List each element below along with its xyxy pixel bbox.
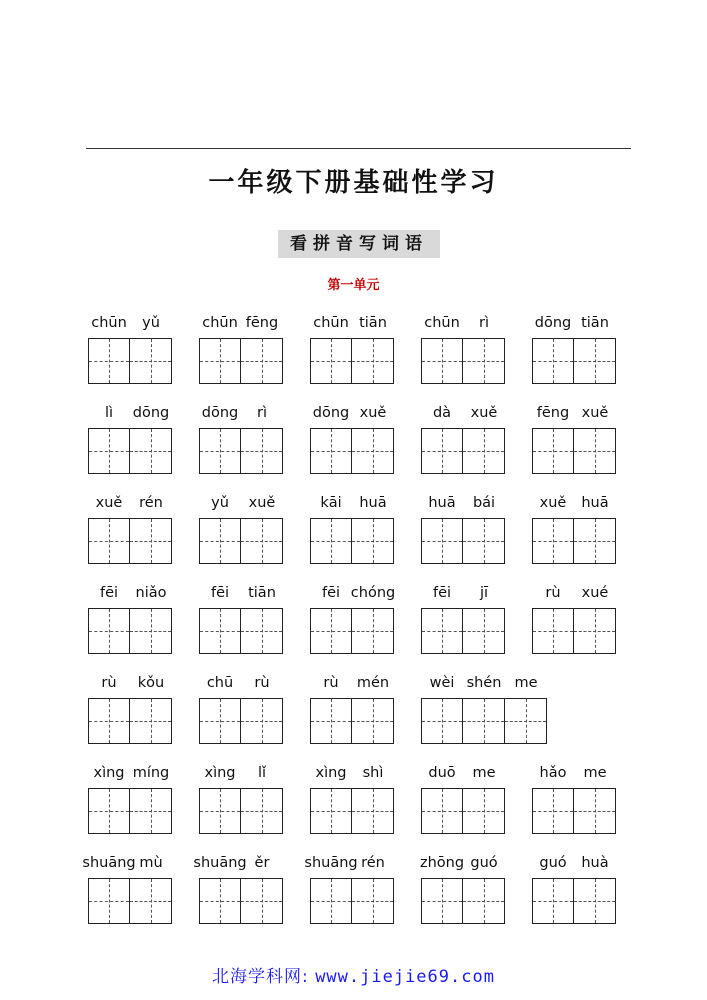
pinyin-syllable: dōng [534, 315, 572, 331]
writing-cell[interactable] [241, 518, 283, 564]
writing-boxes [421, 698, 547, 744]
writing-cell[interactable] [241, 698, 283, 744]
writing-boxes [88, 338, 172, 384]
word-item [197, 582, 285, 672]
pinyin-syllable: huā [581, 495, 609, 511]
writing-boxes [421, 608, 505, 654]
writing-cell[interactable] [88, 338, 130, 384]
pinyin-syllable: fēi [432, 585, 452, 601]
writing-cell[interactable] [574, 788, 616, 834]
writing-boxes [310, 428, 394, 474]
pinyin-syllable: fēng [536, 405, 570, 421]
page-title: 一年级下册基础性学习 [208, 168, 499, 198]
pinyin-syllable: me [472, 765, 496, 781]
pinyin-syllable: me [583, 765, 607, 781]
writing-cell[interactable] [463, 338, 505, 384]
writing-cell[interactable] [199, 698, 241, 744]
word-item [308, 492, 396, 582]
writing-boxes [310, 518, 394, 564]
writing-cell[interactable] [463, 878, 505, 924]
writing-cell[interactable] [532, 338, 574, 384]
word-row [86, 312, 631, 402]
pinyin-syllable: dōng [201, 405, 239, 421]
writing-cell[interactable] [352, 338, 394, 384]
pinyin-syllable: wèi [429, 675, 455, 691]
word-item [419, 402, 507, 492]
word-item [197, 762, 285, 852]
word-item [86, 312, 174, 402]
pinyin-syllable: dōng [132, 405, 170, 421]
word-item [86, 582, 174, 672]
writing-boxes [421, 428, 505, 474]
pinyin-syllable: rén [361, 855, 385, 871]
writing-boxes [310, 878, 394, 924]
word-item [419, 492, 507, 582]
writing-cell[interactable] [421, 518, 463, 564]
pinyin-syllable: chūn [91, 315, 127, 331]
pinyin-syllable: xìng [315, 765, 347, 781]
writing-boxes [199, 698, 283, 744]
writing-cell[interactable] [463, 428, 505, 474]
writing-cell[interactable] [88, 608, 130, 654]
writing-cell[interactable] [310, 608, 352, 654]
word-item [86, 492, 174, 582]
word-item [530, 582, 618, 672]
pinyin-syllable: xuě [581, 405, 609, 421]
writing-cell[interactable] [421, 338, 463, 384]
writing-boxes [532, 338, 616, 384]
writing-cell[interactable] [352, 878, 394, 924]
writing-cell[interactable] [130, 608, 172, 654]
pinyin-syllable: bái [472, 495, 496, 511]
word-item [530, 852, 618, 942]
pinyin-syllable: fēi [321, 585, 341, 601]
pinyin-syllable: míng [132, 765, 170, 781]
word-item [197, 312, 285, 402]
word-item [197, 672, 285, 762]
pinyin-syllable: shì [362, 765, 384, 781]
word-item [308, 402, 396, 492]
writing-cell[interactable] [88, 788, 130, 834]
pinyin-syllable: tiān [359, 315, 387, 331]
word-item [419, 762, 507, 852]
pinyin-syllable: xìng [93, 765, 125, 781]
writing-cell[interactable] [532, 428, 574, 474]
pinyin-syllable: chóng [350, 585, 396, 601]
pinyin-syllable: tiān [581, 315, 609, 331]
pinyin-syllable: yǔ [142, 315, 160, 331]
pinyin-syllable: rù [254, 675, 270, 691]
pinyin-syllable: fēng [245, 315, 279, 331]
writing-boxes [421, 878, 505, 924]
writing-boxes [88, 428, 172, 474]
pinyin-syllable: huā [359, 495, 387, 511]
writing-cell[interactable] [574, 518, 616, 564]
word-item [419, 582, 507, 672]
writing-boxes [532, 428, 616, 474]
word-item [530, 492, 618, 582]
writing-cell[interactable] [463, 608, 505, 654]
word-item [308, 582, 396, 672]
writing-cell[interactable] [574, 338, 616, 384]
writing-cell[interactable] [505, 698, 547, 744]
pinyin-syllable: duō [428, 765, 456, 781]
writing-cell[interactable] [130, 428, 172, 474]
pinyin-syllable: hǎo [539, 765, 567, 781]
word-row [86, 492, 631, 582]
writing-cell[interactable] [130, 788, 172, 834]
word-item [82, 852, 174, 942]
writing-boxes [421, 518, 505, 564]
writing-boxes [199, 878, 283, 924]
pinyin-syllable: chūn [202, 315, 238, 331]
unit-label: 第一单元 [327, 278, 380, 293]
word-item [197, 402, 285, 492]
word-item [86, 672, 174, 762]
pinyin-syllable: me [514, 675, 538, 691]
pinyin-syllable: rù [323, 675, 339, 691]
pinyin-syllable: rén [139, 495, 163, 511]
writing-boxes [199, 428, 283, 474]
top-rule [86, 148, 631, 149]
word-row [86, 762, 631, 852]
pinyin-syllable: xuě [470, 405, 498, 421]
pinyin-syllable: lǐ [257, 765, 267, 781]
pinyin-syllable: guó [470, 855, 498, 871]
pinyin-syllable: jī [479, 585, 489, 601]
word-row [86, 402, 631, 492]
writing-cell[interactable] [88, 518, 130, 564]
writing-boxes [421, 338, 505, 384]
writing-cell[interactable] [310, 428, 352, 474]
pinyin-syllable: chū [206, 675, 234, 691]
writing-boxes [310, 788, 394, 834]
writing-boxes [532, 878, 616, 924]
pinyin-syllable: niǎo [135, 585, 167, 601]
writing-boxes [532, 518, 616, 564]
writing-cell[interactable] [421, 878, 463, 924]
writing-cell[interactable] [241, 428, 283, 474]
writing-boxes [310, 698, 394, 744]
writing-cell[interactable] [352, 698, 394, 744]
word-item [308, 312, 396, 402]
word-item [419, 672, 551, 762]
writing-cell[interactable] [199, 788, 241, 834]
footer-site: 北海学科网: [212, 967, 309, 987]
pinyin-syllable: yǔ [211, 495, 229, 511]
word-item [530, 312, 618, 402]
writing-cell[interactable] [532, 608, 574, 654]
writing-cell[interactable] [463, 518, 505, 564]
writing-cell[interactable] [199, 338, 241, 384]
writing-cell[interactable] [532, 878, 574, 924]
writing-cell[interactable] [130, 338, 172, 384]
writing-cell[interactable] [310, 518, 352, 564]
word-item [197, 492, 285, 582]
pinyin-syllable: xuě [539, 495, 567, 511]
pinyin-syllable: lì [104, 405, 114, 421]
word-item [530, 402, 618, 492]
writing-cell[interactable] [310, 878, 352, 924]
pinyin-syllable: rì [257, 405, 267, 421]
pinyin-syllable: zhōng [419, 855, 465, 871]
pinyin-syllable: kǒu [137, 675, 165, 691]
pinyin-syllable: guó [539, 855, 567, 871]
pinyin-syllable: shuāng [304, 855, 358, 871]
writing-cell[interactable] [310, 698, 352, 744]
section-heading: 看拼音写词语 [278, 230, 440, 258]
writing-cell[interactable] [241, 338, 283, 384]
pinyin-syllable: shén [466, 675, 502, 691]
writing-cell[interactable] [241, 608, 283, 654]
writing-cell[interactable] [310, 788, 352, 834]
word-row [86, 582, 631, 672]
pinyin-syllable: rì [479, 315, 489, 331]
word-row [86, 672, 631, 762]
pinyin-syllable: ěr [254, 855, 270, 871]
writing-cell[interactable] [88, 428, 130, 474]
word-item [86, 762, 174, 852]
word-item [530, 762, 618, 852]
pinyin-syllable: dà [432, 405, 452, 421]
pinyin-syllable: fēi [210, 585, 230, 601]
writing-cell[interactable] [88, 878, 130, 924]
pinyin-syllable: xuě [248, 495, 276, 511]
writing-cell[interactable] [574, 608, 616, 654]
pinyin-syllable: rù [545, 585, 561, 601]
word-item [308, 762, 396, 852]
writing-boxes [199, 338, 283, 384]
writing-cell[interactable] [352, 788, 394, 834]
pinyin-syllable: xuě [95, 495, 123, 511]
pinyin-syllable: shuāng [193, 855, 247, 871]
writing-cell[interactable] [421, 428, 463, 474]
writing-boxes [199, 518, 283, 564]
writing-cell[interactable] [130, 518, 172, 564]
writing-boxes [88, 698, 172, 744]
writing-boxes [199, 608, 283, 654]
pinyin-syllable: xìng [204, 765, 236, 781]
pinyin-syllable: huā [428, 495, 456, 511]
writing-cell[interactable] [463, 788, 505, 834]
writing-cell[interactable] [421, 608, 463, 654]
pinyin-syllable: mén [356, 675, 390, 691]
vocabulary-grid [82, 312, 631, 942]
writing-cell[interactable] [352, 518, 394, 564]
writing-boxes [532, 608, 616, 654]
writing-cell[interactable] [532, 788, 574, 834]
writing-cell[interactable] [88, 698, 130, 744]
writing-cell[interactable] [352, 428, 394, 474]
pinyin-syllable: huà [581, 855, 609, 871]
word-item [419, 312, 507, 402]
word-row [82, 852, 631, 942]
writing-cell[interactable] [130, 698, 172, 744]
writing-cell[interactable] [199, 878, 241, 924]
writing-boxes [88, 878, 172, 924]
writing-boxes [310, 338, 394, 384]
writing-cell[interactable] [241, 788, 283, 834]
pinyin-syllable: tiān [248, 585, 276, 601]
pinyin-syllable: chūn [424, 315, 460, 331]
writing-cell[interactable] [574, 428, 616, 474]
writing-cell[interactable] [310, 338, 352, 384]
footer [0, 962, 707, 987]
writing-boxes [88, 518, 172, 564]
writing-cell[interactable] [199, 428, 241, 474]
pinyin-syllable: kāi [320, 495, 342, 511]
writing-cell[interactable] [199, 518, 241, 564]
pinyin-syllable: xué [581, 585, 609, 601]
pinyin-syllable: fēi [99, 585, 119, 601]
writing-cell[interactable] [574, 878, 616, 924]
writing-boxes [199, 788, 283, 834]
writing-cell[interactable] [199, 608, 241, 654]
pinyin-syllable: dōng [312, 405, 350, 421]
writing-boxes [310, 608, 394, 654]
writing-cell[interactable] [241, 878, 283, 924]
word-item [86, 402, 174, 492]
writing-boxes [421, 788, 505, 834]
pinyin-syllable: mù [139, 855, 163, 871]
word-item [193, 852, 285, 942]
writing-cell[interactable] [421, 698, 463, 744]
word-item [304, 852, 396, 942]
pinyin-syllable: chūn [313, 315, 349, 331]
writing-cell[interactable] [463, 698, 505, 744]
pinyin-syllable: shuāng [82, 855, 136, 871]
writing-cell[interactable] [130, 878, 172, 924]
writing-boxes [88, 608, 172, 654]
pinyin-syllable: rù [101, 675, 117, 691]
writing-cell[interactable] [352, 608, 394, 654]
writing-cell[interactable] [421, 788, 463, 834]
footer-url[interactable]: www.jiejie69.com [315, 967, 495, 987]
writing-cell[interactable] [532, 518, 574, 564]
word-item [419, 852, 507, 942]
pinyin-syllable: xuě [359, 405, 387, 421]
word-item [308, 672, 396, 762]
writing-boxes [88, 788, 172, 834]
writing-boxes [532, 788, 616, 834]
